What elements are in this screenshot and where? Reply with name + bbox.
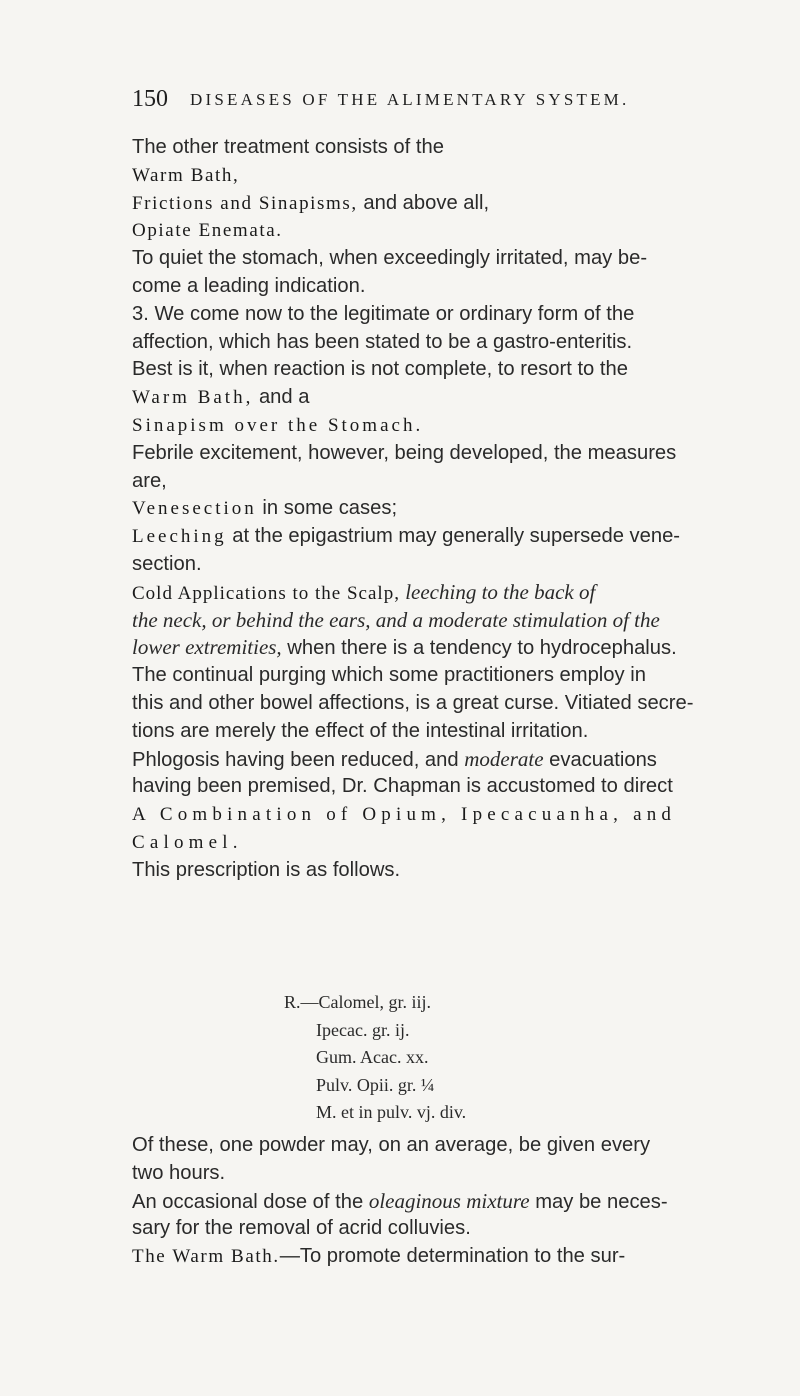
text-line — [132, 356, 722, 384]
italic-span: moderate — [464, 746, 544, 771]
text-line — [132, 384, 722, 412]
prescription-line: Pulv. Opii. gr. ¼ — [316, 1074, 435, 1095]
text-span: To quiet the stomach, when exceedingly irritated, may be- — [132, 247, 648, 270]
text-span: and a — [253, 386, 310, 409]
remedy-heading: Leeching — [132, 526, 227, 548]
text-span: Of these, one powder may, on an average, be given every — [132, 1134, 651, 1156]
prescription-line: Ipecac. gr. ij. — [316, 1019, 410, 1040]
italic-span: lower extremities, — [132, 635, 282, 660]
italic-span: the neck, or behind the ears, and a moderate stimulation of the — [132, 607, 660, 632]
text-line — [132, 523, 722, 551]
text-span: may be neces- — [529, 1190, 668, 1213]
text-line — [132, 134, 722, 162]
text-span: two hours. — [132, 1161, 226, 1184]
text-line — [132, 412, 722, 440]
text-line — [132, 662, 722, 690]
text-span: affection, which has been stated to be a gastro-enteritis. — [132, 330, 633, 353]
text-span: The continual purging which some practitioners employ in — [132, 664, 646, 687]
text-span: Best is it, when reaction is not complete, to resort to the — [132, 358, 628, 381]
text-line — [132, 746, 722, 774]
closing-text — [132, 1132, 722, 1271]
page-header — [0, 86, 800, 116]
text-line — [132, 1215, 722, 1243]
text-span: The other treatment consists of the — [132, 136, 444, 158]
prescription-line: R.—Calomel, gr. iij. — [284, 992, 431, 1012]
text-line — [132, 162, 722, 190]
text-line — [132, 607, 722, 635]
text-line — [132, 273, 722, 301]
text-line — [132, 773, 722, 801]
text-line — [132, 217, 722, 245]
text-span: section. — [132, 552, 202, 575]
text-line — [132, 468, 722, 496]
text-line — [132, 245, 722, 273]
text-line — [132, 495, 722, 523]
text-line — [132, 801, 722, 829]
text-span: sary for the removal of acrid colluvies. — [132, 1217, 471, 1240]
text-line — [132, 718, 722, 746]
text-span: tions are merely the effect of the intestinal irritation. — [132, 719, 589, 742]
text-line — [132, 579, 722, 607]
text-span: This prescription is as follows. — [132, 858, 401, 881]
text-line — [132, 1243, 722, 1271]
text-span: having been premised, Dr. Chapman is accustomed to direct — [132, 775, 673, 798]
text-line — [132, 634, 722, 662]
text-span: evacuations — [543, 748, 657, 771]
text-span: and above all, — [357, 191, 490, 214]
text-span: Phlogosis having been reduced, and — [132, 748, 465, 771]
italic-span: leeching to the back of — [399, 579, 596, 604]
remedy-heading: Sinapism over the Stomach. — [132, 414, 424, 436]
text-line — [132, 329, 722, 357]
text-span: An occasional dose of the — [132, 1190, 369, 1213]
remedy-heading: Warm Bath, — [132, 164, 240, 186]
page-number: 150 — [132, 86, 168, 112]
prescription-line: M. et in pulv. vj. div. — [316, 1102, 467, 1122]
prescription-line: Gum. Acac. xx. — [316, 1047, 429, 1067]
text-line — [132, 1188, 722, 1216]
body-text — [132, 134, 722, 885]
text-line — [132, 857, 722, 885]
text-span: this and other bowel affections, is a great curse. Vitiated secre- — [132, 691, 694, 714]
remedy-heading: Cold Applications to the Scalp, — [132, 582, 400, 604]
remedy-heading: Calomel. — [132, 831, 243, 853]
remedy-heading: Opiate Enemata. — [132, 220, 283, 242]
italic-span: oleaginous mixture — [368, 1188, 530, 1213]
text-line — [132, 690, 722, 718]
remedy-heading: The Warm Bath. — [132, 1246, 280, 1268]
running-title: DISEASES OF THE ALIMENTARY SYSTEM. — [190, 90, 630, 109]
text-span: 3. We come now to the legitimate or ordinary form of the — [132, 302, 635, 325]
text-line — [132, 440, 722, 468]
text-line — [132, 1132, 722, 1160]
remedy-heading: A Combination of Opium, Ipecacuanha, and — [132, 804, 677, 826]
remedy-heading: Warm Bath, — [132, 387, 254, 409]
text-span: —To promote determination to the sur- — [279, 1245, 626, 1268]
text-span: at the epigastrium may generally supersede vene- — [226, 525, 681, 548]
text-span: Febrile excitement, however, being developed, the measures — [132, 441, 677, 464]
remedy-heading: Venesection — [132, 498, 257, 520]
text-span: when there is a tendency to hydrocephalus. — [281, 637, 677, 660]
text-span: are, — [132, 469, 167, 492]
text-line — [132, 301, 722, 329]
text-line — [132, 190, 722, 218]
text-span: come a leading indication. — [132, 274, 366, 297]
remedy-heading: Frictions and Sinapisms, — [132, 192, 358, 214]
text-line — [132, 1160, 722, 1188]
text-line — [132, 829, 722, 857]
prescription-block — [284, 989, 604, 1127]
text-span: in some cases; — [256, 497, 398, 520]
text-line — [132, 551, 722, 579]
